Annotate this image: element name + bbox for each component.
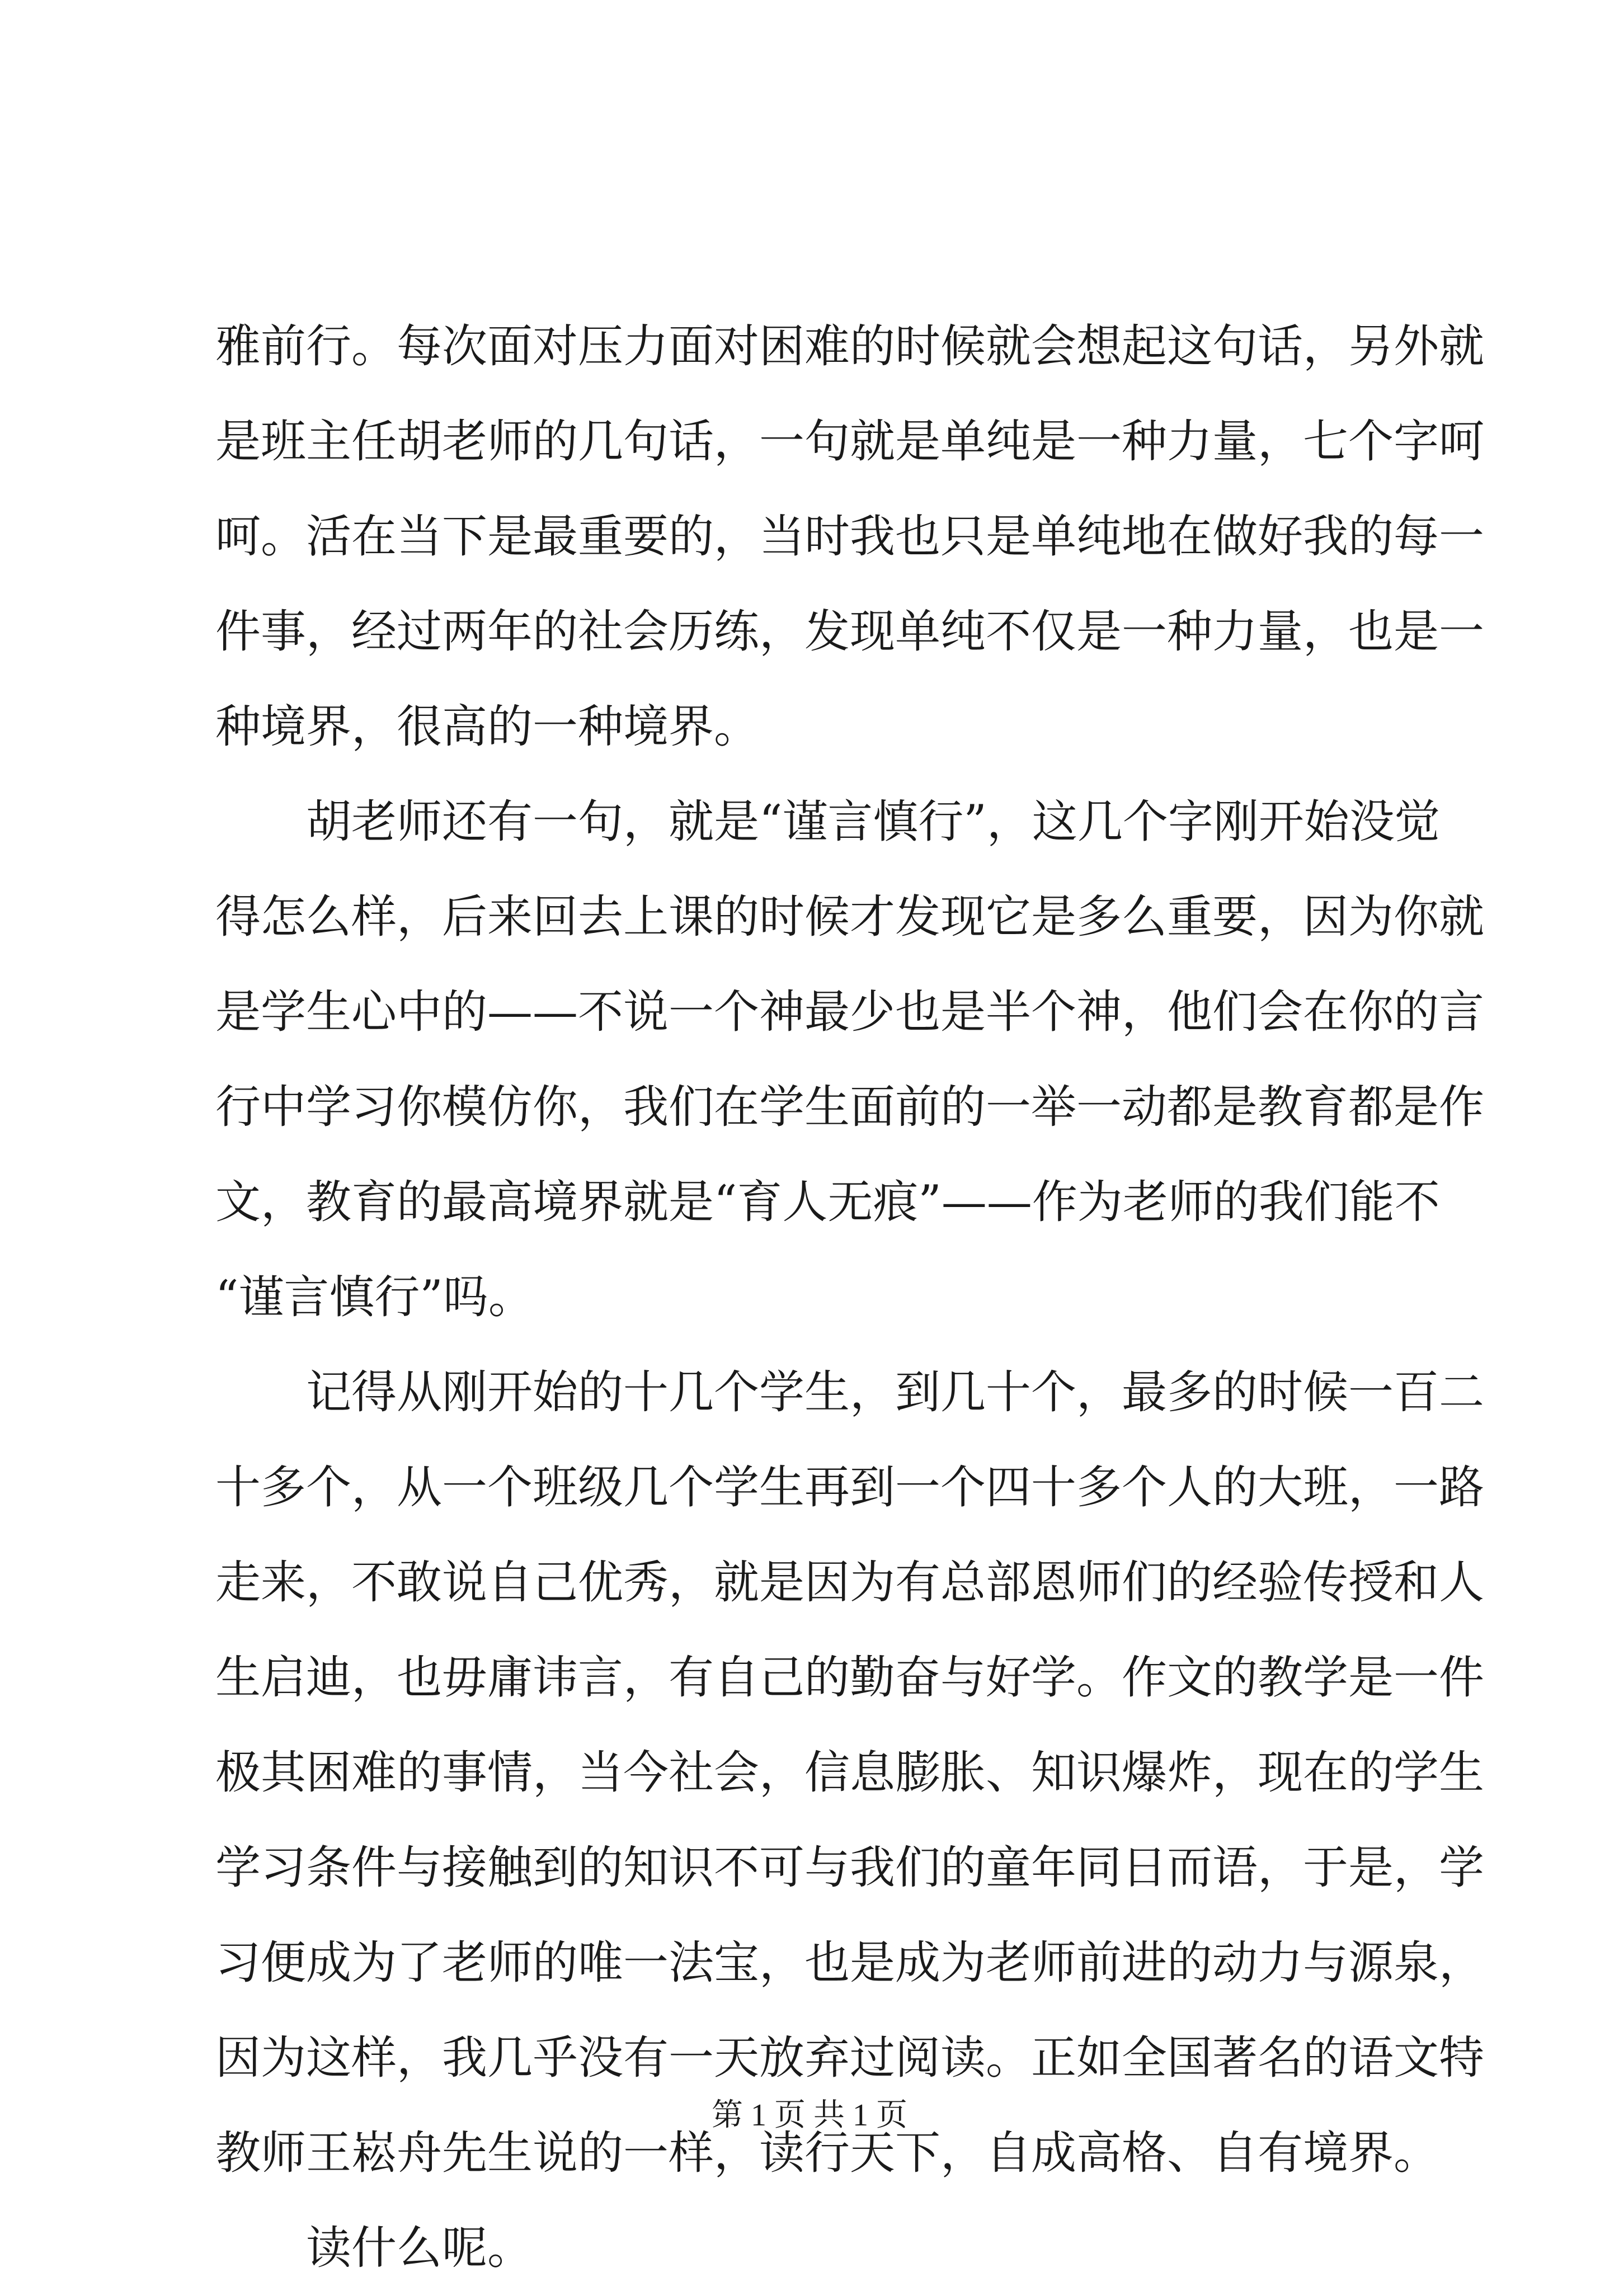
text-line: 教师王崧舟先生说的一样，读行天下，自成高格、自有境界。 bbox=[215, 2127, 1439, 2180]
text-line: 极其困难的事情，当今社会，信息膨胀、知识爆炸，现在的学生 bbox=[215, 1747, 1485, 1799]
text-line: 十多个，从一个班级几个学生再到一个四十多个人的大班，一路 bbox=[215, 1461, 1485, 1514]
text-line: 生启迪，也毋庸讳言，有自己的勤奋与好学。作文的教学是一件 bbox=[215, 1652, 1485, 1704]
text-line: 记得从刚开始的十几个学生，到几十个，最多的时候一百二 bbox=[306, 1366, 1485, 1419]
text-line: 文，教育的最高境界就是“育人无痕”——作为老师的我们能不 bbox=[215, 1176, 1440, 1229]
text-line: “谨言慎行”吗。 bbox=[215, 1271, 534, 1324]
body-text bbox=[215, 299, 1485, 2296]
text-line: 行中学习你模仿你，我们在学生面前的一举一动都是教育都是作 bbox=[215, 1081, 1485, 1134]
text-line: 因为这样，我几乎没有一天放弃过阅读。正如全国著名的语文特 bbox=[215, 2032, 1485, 2085]
text-line: 胡老师还有一句，就是“谨言慎行”，这几个字刚开始没觉 bbox=[306, 796, 1440, 848]
paragraph-4 bbox=[215, 2201, 1407, 2296]
text-line: 雅前行。每次面对压力面对困难的时候就会想起这句话，另外就 bbox=[215, 320, 1485, 373]
paragraph-3 bbox=[215, 1345, 1485, 2201]
text-line: 走来，不敢说自己优秀，就是因为有总部恩师们的经验传授和人 bbox=[215, 1557, 1485, 1609]
text-line: 件事，经过两年的社会历练，发现单纯不仅是一种力量，也是一 bbox=[215, 606, 1485, 658]
page-footer: 第 1 页 共 1 页 bbox=[712, 2098, 907, 2133]
paragraph-2 bbox=[215, 775, 1485, 1345]
text-line: 是班主任胡老师的几句话，一句就是单纯是一种力量，七个字呵 bbox=[215, 416, 1485, 468]
text-line: 种境界，很高的一种境界。 bbox=[215, 701, 760, 753]
text-line: 呵。活在当下是最重要的，当时我也只是单纯地在做好我的每一 bbox=[215, 511, 1485, 563]
text-line: 习便成为了老师的唯一法宝，也是成为老师前进的动力与源泉， bbox=[215, 1937, 1485, 1989]
text-line: 得怎么样，后来回去上课的时候才发现它是多么重要，因为你就 bbox=[215, 891, 1485, 944]
paragraph-1 bbox=[215, 299, 1485, 775]
text-line: 学习条件与接触到的知识不可与我们的童年同日而语，于是，学 bbox=[215, 1842, 1485, 1894]
text-line: 读什么呢。 bbox=[306, 2222, 533, 2275]
text-line: 是学生心中的——不说一个神最少也是半个神，他们会在你的言 bbox=[215, 986, 1485, 1039]
